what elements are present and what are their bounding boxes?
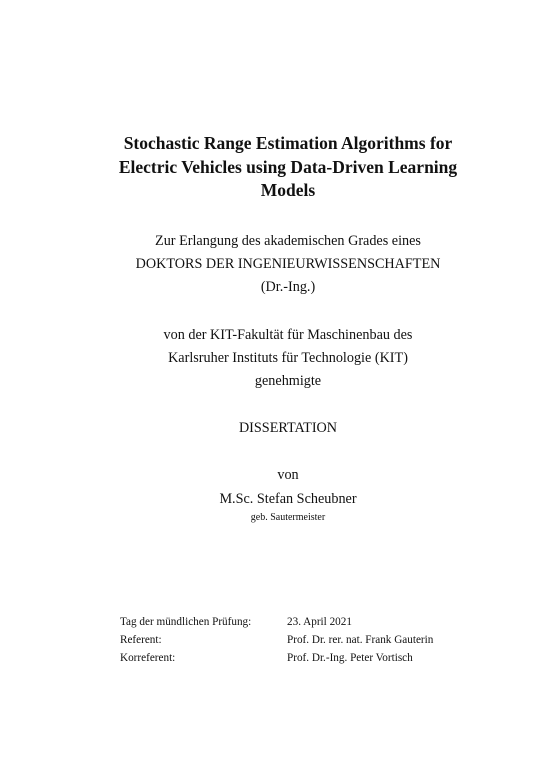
exam-date-value: 23. April 2021 bbox=[287, 616, 352, 628]
degree-line-2: DOKTORS DER INGENIEURWISSENSCHAFTEN bbox=[135, 256, 441, 272]
degree-line-3: (Dr.-Ing.) bbox=[260, 279, 316, 295]
dissertation-title bbox=[100, 132, 476, 203]
faculty-line-2: Karlsruher Instituts für Technologie (KIT) bbox=[168, 350, 408, 366]
exam-date-label: Tag der mündlichen Prüfung: bbox=[120, 616, 252, 628]
korreferent-value: Prof. Dr.-Ing. Peter Vortisch bbox=[287, 652, 413, 664]
title-line-2: Electric Vehicles using Data-Driven Learning bbox=[118, 156, 458, 177]
degree-line-1: Zur Erlangung des akademischen Grades eines bbox=[155, 233, 421, 249]
dissertation-label: DISSERTATION bbox=[238, 420, 338, 436]
author-birth-name: geb. Sautermeister bbox=[250, 512, 326, 523]
referent-label: Referent: bbox=[120, 634, 162, 646]
exam-date-row bbox=[120, 613, 487, 631]
faculty-line-1: von der KIT-Fakultät für Maschinenbau des bbox=[163, 327, 413, 343]
korreferent-label: Korreferent: bbox=[120, 652, 176, 664]
exam-information bbox=[120, 613, 487, 667]
title-line-3: Models bbox=[260, 180, 316, 200]
referent-value: Prof. Dr. rer. nat. Frank Gauterin bbox=[287, 634, 434, 646]
korreferent-row bbox=[120, 649, 487, 667]
degree-statement bbox=[100, 230, 476, 299]
faculty-line-3: genehmigte bbox=[254, 373, 322, 389]
faculty-statement bbox=[100, 324, 476, 393]
author-name: M.Sc. Stefan Scheubner bbox=[219, 491, 357, 507]
referent-row bbox=[120, 631, 487, 649]
title-line-1: Stochastic Range Estimation Algorithms for bbox=[123, 133, 453, 153]
author-prefix: von bbox=[277, 467, 299, 483]
